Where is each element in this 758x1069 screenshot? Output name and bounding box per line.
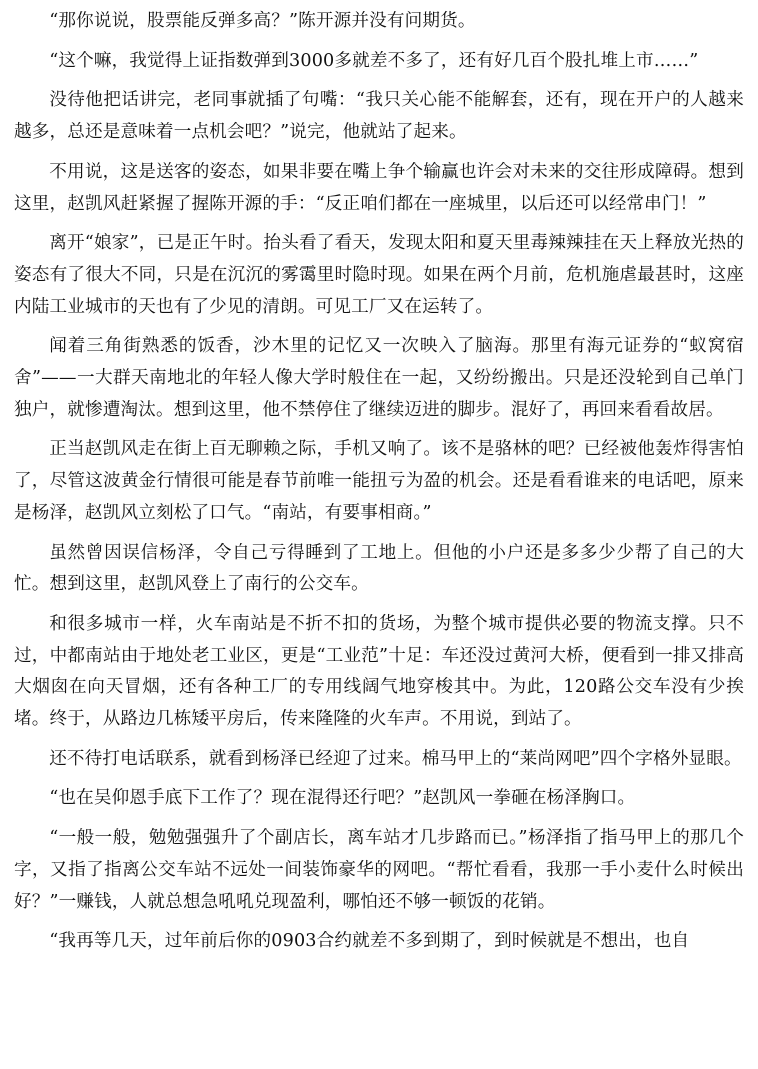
paragraph-11: “也在吴仰恩手底下工作了？现在混得还行吧？”赵凯风一拳砸在杨泽胸口。 xyxy=(49,788,636,809)
paragraph-7: 正当赵凯风走在街上百无聊赖之际，手机又响了。该不是骆林的吧？已经被他轰炸得害怕了，尽管这波黄金行情很可能是春节前唯一能扭亏为盈的机会。还是看看谁来的电话吧，原来是杨泽，赵凯风立刻松了口气。“南站，有要事相商。” xyxy=(14,439,744,523)
paragraph-6: 闻着三角街熟悉的饭香，沙木里的记忆又一次映入了脑海。那里有海元证券的“蚁窝宿舍”——一大群天南地北的年轻人像大学时般住在一起，又纷纷搬出。只是还没轮到自己单门独户，就惨遭淘汰。想到这里，他不禁停住了继续迈进的脚步。混好了，再回来看看故居。 xyxy=(14,336,744,420)
paragraph-4: 不用说，这是送客的姿态，如果非要在嘴上争个输赢也许会对未来的交往形成障碍。想到这里，赵凯风赶紧握了握陈开源的手：“反正咱们都在一座城里，以后还可以经常串门！” xyxy=(14,161,744,214)
paragraph-8: 虽然曾因误信杨泽，令自己亏得睡到了工地上。但他的小户还是多多少少帮了自己的大忙。想到这里，赵凯风登上了南行的公交车。 xyxy=(14,542,744,595)
paragraph-1: “那你说说，股票能反弹多高？”陈开源并没有问期货。 xyxy=(49,11,476,31)
paragraph-2: “这个嘛，我觉得上证指数弹到3000多就差不多了，还有好几百个股扎堆上市……” xyxy=(49,50,699,71)
paragraph-5: 离开“娘家”，已是正午时。抬头看了看天，发现太阳和夏天里毒辣辣挂在天上释放光热的姿态有了很大不同，只是在沉沉的雾霭里时隐时现。如果在两个月前，危机施虐最甚时，这座内陆工业城市的天也有了少见的清朗。可见工厂又在运转了。 xyxy=(14,233,744,317)
paragraph-3: 没待他把话讲完，老同事就插了句嘴：“我只关心能不能解套，还有，现在开户的人越来越多，总还是意味着一点机会吧？”说完，他就站了起来。 xyxy=(14,90,744,143)
paragraph-13: “我再等几天，过年前后你的0903合约就差不多到期了，到时候就是不想出，也自 xyxy=(49,931,690,952)
paragraph-9: 和很多城市一样，火车南站是不折不扣的货场，为整个城市提供必要的物流支撑。只不过，中都南站由于地处老工业区，更是“工业范”十足：车还没过黄河大桥，便看到一排又排高大烟囱在向天冒烟，还有各种工厂的专用线阔气地穿梭其中。为此，120路公交车没有少挨堵。终于，从路边几栋矮平房后，传来隆隆的火车声。不用说，到站了。 xyxy=(14,613,744,730)
paragraph-10: 还不待打电话联系，就看到杨泽已经迎了过来。棉马甲上的“莱尚网吧”四个字格外显眼。 xyxy=(49,748,742,769)
paragraph-12: “一般一般，勉勉强强升了个副店长，离车站才几步路而已。”杨泽指了指马甲上的那几个字，又指了指离公交车站不远处一间装饰豪华的网吧。“帮忙看看，我那一手小麦什么时候出好？”一赚钱，人就总想急吼吼兑现盈利，哪怕还不够一顿饭的花销。 xyxy=(14,828,744,912)
